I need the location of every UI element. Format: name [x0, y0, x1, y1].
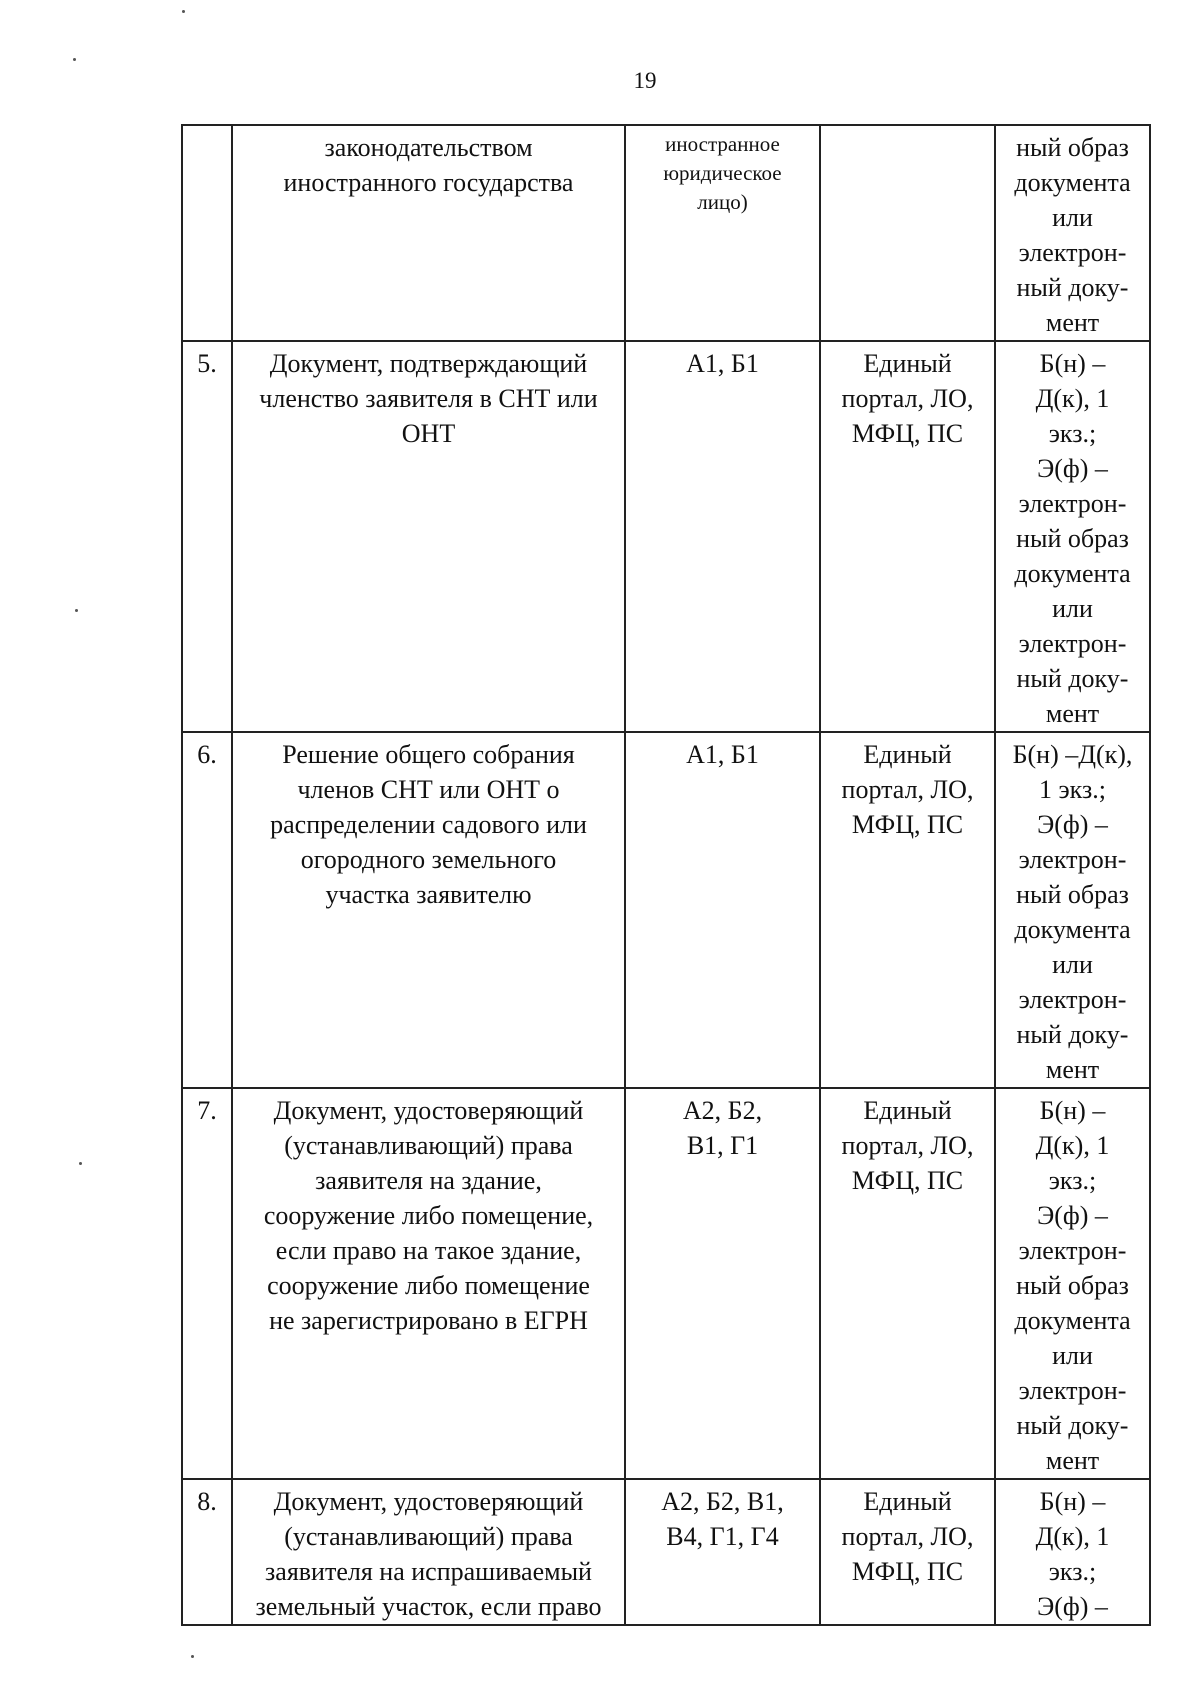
document-form-line: или — [1052, 950, 1093, 979]
scan-speck — [79, 1162, 82, 1165]
document-name-line: иностранного государства — [283, 168, 574, 197]
row-number-cell — [182, 1088, 232, 1479]
applicant-category-cell — [625, 341, 820, 732]
document-form-line: ный доку- — [1016, 273, 1129, 302]
applicant-category-line: А2, Б2, В1, — [661, 1487, 784, 1516]
document-name-line: (устанавливающий) права — [284, 1522, 573, 1551]
row-number: 5. — [197, 349, 217, 378]
document-form-line: Д(к), 1 — [1035, 1131, 1110, 1160]
document-name-line: Решение общего собрания — [282, 740, 575, 769]
document-form-line: мент — [1045, 1446, 1100, 1475]
submission-method-cell — [820, 1088, 995, 1479]
table-row — [182, 125, 1150, 341]
document-name-line: огородного земельного — [300, 845, 557, 874]
document-form-line: ный образ — [1016, 880, 1129, 909]
document-form-cell — [995, 732, 1150, 1088]
document-form-line: документа — [1014, 1306, 1131, 1335]
document-form-line: или — [1052, 1341, 1093, 1370]
document-form-line: Б(н) –Д(к), — [1012, 740, 1133, 769]
document-name-line: земельный участок, если право — [255, 1592, 602, 1621]
document-form-line: Д(к), 1 — [1035, 1522, 1110, 1551]
submission-method-line: Единый — [863, 349, 952, 378]
document-form-line: ный образ — [1016, 133, 1129, 162]
document-form-line: Э(ф) – — [1037, 1201, 1108, 1230]
document-form-line: Э(ф) – — [1037, 810, 1108, 839]
document-name-cell — [232, 125, 625, 341]
document-name-line: Документ, удостоверяющий — [273, 1487, 584, 1516]
document-name-line: Документ, подтверждающий — [269, 349, 588, 378]
document-form-line: экз.; — [1048, 1557, 1097, 1586]
row-number-cell — [182, 341, 232, 732]
document-form-line: документа — [1014, 168, 1131, 197]
scan-speck — [73, 58, 76, 61]
document-name-cell — [232, 341, 625, 732]
submission-method-cell — [820, 341, 995, 732]
submission-method-line: МФЦ, ПС — [851, 1166, 964, 1195]
submission-method-line: Единый — [863, 740, 952, 769]
table-row — [182, 1088, 1150, 1479]
document-form-line: 1 экз.; — [1039, 775, 1106, 804]
table-row — [182, 1479, 1150, 1625]
document-form-line: электрон- — [1018, 985, 1127, 1014]
document-form-cell — [995, 1088, 1150, 1479]
submission-method-line: МФЦ, ПС — [851, 1557, 964, 1586]
scan-speck — [182, 10, 185, 13]
applicant-category-line: В1, Г1 — [686, 1131, 759, 1160]
document-name-cell — [232, 1088, 625, 1479]
applicant-category-line: В4, Г1, Г4 — [666, 1522, 779, 1551]
applicant-category-line: лицо) — [697, 190, 748, 214]
page-number: 19 — [633, 68, 657, 93]
document-form-line: электрон- — [1018, 1376, 1127, 1405]
row-number-cell — [182, 732, 232, 1088]
document-name-line: участка заявителю — [325, 880, 532, 909]
document-name-cell — [232, 1479, 625, 1625]
document-form-line: ный доку- — [1016, 1020, 1129, 1049]
document-form-line: Э(ф) – — [1037, 454, 1108, 483]
submission-method-line: портал, ЛО, — [841, 1131, 974, 1160]
applicant-category-line: юридическое — [663, 161, 782, 185]
document-name-line: распределении садового или — [270, 810, 587, 839]
applicant-category-cell — [625, 125, 820, 341]
applicant-category-line: А2, Б2, — [682, 1096, 763, 1125]
submission-method-line: МФЦ, ПС — [851, 419, 964, 448]
document-form-line: ный образ — [1016, 1271, 1129, 1300]
document-form-cell — [995, 1479, 1150, 1625]
submission-method-cell — [820, 732, 995, 1088]
document-form-line: экз.; — [1048, 1166, 1097, 1195]
document-name-line: заявителя на здание, — [315, 1166, 542, 1195]
submission-method-line: Единый — [863, 1487, 952, 1516]
applicant-category-line: А1, Б1 — [686, 740, 759, 769]
document-form-cell — [995, 125, 1150, 341]
document-form-line: ный образ — [1016, 524, 1129, 553]
submission-method-line: МФЦ, ПС — [851, 810, 964, 839]
document-form-line: Э(ф) – — [1037, 1592, 1108, 1621]
applicant-category-line: А1, Б1 — [686, 349, 759, 378]
submission-method-cell — [820, 125, 995, 341]
row-number-cell — [182, 125, 232, 341]
applicant-category-cell — [625, 1479, 820, 1625]
applicant-category-cell — [625, 732, 820, 1088]
document-name-line: Документ, удостоверяющий — [273, 1096, 584, 1125]
document-form-line: документа — [1014, 915, 1131, 944]
document-name-line: заявителя на испрашиваемый — [265, 1557, 592, 1586]
document-form-line: электрон- — [1018, 238, 1127, 267]
document-form-line: Б(н) – — [1039, 1096, 1106, 1125]
row-number: 6. — [197, 740, 217, 769]
document-name-line: членов СНТ или ОНТ о — [297, 775, 560, 804]
document-name-line: сооружение либо помещение, — [263, 1201, 594, 1230]
document-form-cell — [995, 341, 1150, 732]
table-row — [182, 732, 1150, 1088]
document-form-line: ный доку- — [1016, 1411, 1129, 1440]
document-form-line: документа — [1014, 559, 1131, 588]
document-form-line: электрон- — [1018, 629, 1127, 658]
submission-method-line: Единый — [863, 1096, 952, 1125]
document-form-line: ный доку- — [1016, 664, 1129, 693]
document-name-line: ОНТ — [401, 419, 456, 448]
document-form-line: Б(н) – — [1039, 1487, 1106, 1516]
applicant-category-cell — [625, 1088, 820, 1479]
row-number-cell — [182, 1479, 232, 1625]
document-name-line: сооружение либо помещение — [267, 1271, 590, 1300]
document-form-line: мент — [1045, 308, 1100, 337]
document-form-line: электрон- — [1018, 489, 1127, 518]
document-form-line: Б(н) – — [1039, 349, 1106, 378]
document-form-line: Д(к), 1 — [1035, 384, 1110, 413]
document-form-line: или — [1052, 203, 1093, 232]
submission-method-line: портал, ЛО, — [841, 1522, 974, 1551]
table-body — [182, 125, 1150, 1625]
document-name-line: (устанавливающий) права — [284, 1131, 573, 1160]
row-number: 8. — [197, 1487, 217, 1516]
document-name-line: не зарегистрировано в ЕГРН — [269, 1306, 588, 1335]
applicant-category-line: иностранное — [665, 132, 780, 156]
document-name-line: членство заявителя в СНТ или — [259, 384, 598, 413]
document-form-line: экз.; — [1048, 419, 1097, 448]
submission-method-cell — [820, 1479, 995, 1625]
documents-table — [181, 124, 1151, 1626]
table-row — [182, 341, 1150, 732]
document-form-line: мент — [1045, 699, 1100, 728]
document-name-cell — [232, 732, 625, 1088]
document-form-line: или — [1052, 594, 1093, 623]
submission-method-line: портал, ЛО, — [841, 384, 974, 413]
document-name-line: если право на такое здание, — [275, 1236, 582, 1265]
scan-speck — [191, 1655, 194, 1658]
row-number: 7. — [197, 1096, 217, 1125]
submission-method-line: портал, ЛО, — [841, 775, 974, 804]
document-name-line: законодательством — [324, 133, 533, 162]
document-form-line: мент — [1045, 1055, 1100, 1084]
scan-speck — [75, 609, 78, 612]
document-form-line: электрон- — [1018, 845, 1127, 874]
document-form-line: электрон- — [1018, 1236, 1127, 1265]
